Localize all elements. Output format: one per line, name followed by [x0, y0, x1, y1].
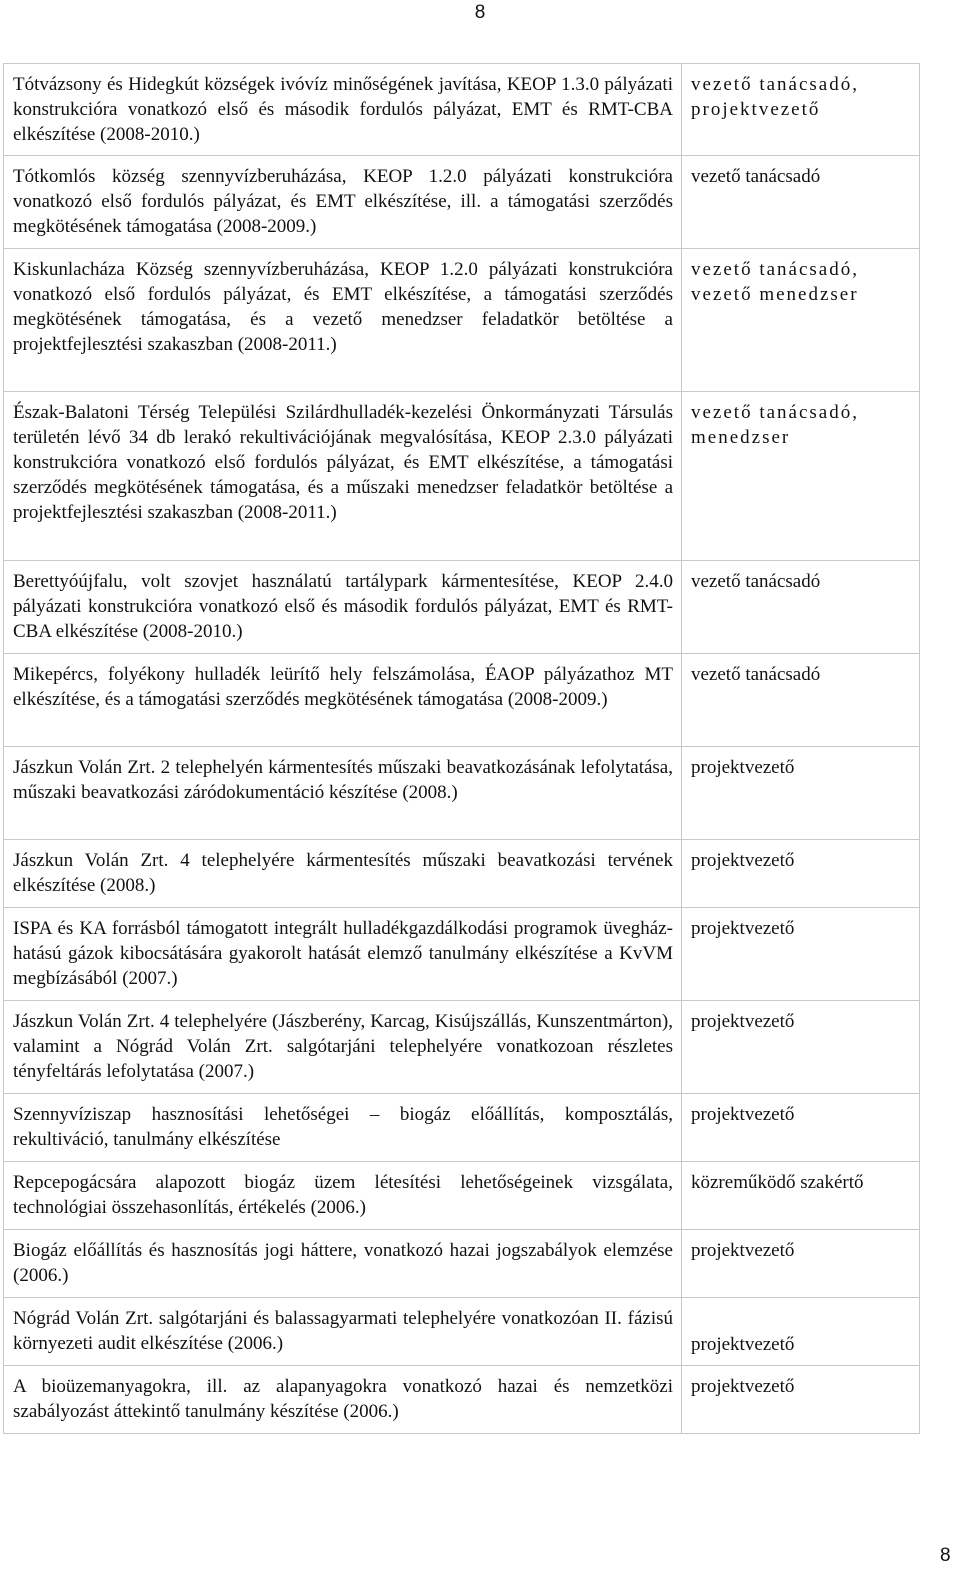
table-row: [4, 156, 920, 249]
project-description: ISPA és KA forrásból támogatott integrált hulladékgazdálkodási programok üvegház-hatású gázok kibocsátására gyakorolt hatását elemző tanulmány elkészítése a KvVM megbízásából (2007.): [4, 908, 682, 1001]
project-role: projektvezető: [682, 747, 920, 840]
table-row: [4, 64, 920, 156]
project-description: Észak-Balatoni Térség Települési Szilárdhulladék-kezelési Önkormányzati Társulás területén lévő 34 db lerakó rekultivációjának megvalósítása, KEOP 2.3.0 pályázati konstrukcióra vonatkozó első fordulós pályázat, és EMT elkészítése, a támogatási szerződés megkötésének támogatása, és a műszaki menedzser feladatkör betöltése a projektfejlesztési szakaszban (2008-2011.): [4, 392, 682, 561]
page-number-top: 8: [474, 2, 486, 23]
table-row: [4, 654, 920, 747]
table-row: [4, 1094, 920, 1162]
project-role: vezető tanácsadó: [682, 561, 920, 654]
project-description: Jászkun Volán Zrt. 4 telephelyére (Jászberény, Karcag, Kisújszállás, Kunszentmárton), valamint a Nógrád Volán Zrt. salgótarjáni telephelyére vonatkozoan részletes tényfeltárás lefolytatása (2007.): [4, 1001, 682, 1094]
table-row: [4, 1230, 920, 1298]
project-role: vezető tanácsadó: [682, 654, 920, 747]
project-role: vezető tanácsadó, vezető menedzser: [682, 249, 920, 392]
page-number-bottom: 8: [940, 1545, 951, 1566]
project-description: Berettyóújfalu, volt szovjet használatú tartálypark kármentesítése, KEOP 2.4.0 pályázati konstrukcióra vonatkozó első és második fordulós pályázat, EMT és RMT-CBA elkészítése (2008-2010.): [4, 561, 682, 654]
project-description: Szennyvíziszap hasznosítási lehetőségei – biogáz előállítás, komposztálás, rekultiváció, tanulmány elkészítése: [4, 1094, 682, 1162]
table-row: [4, 561, 920, 654]
project-description: Mikepércs, folyékony hulladék leürítő hely felszámolása, ÉAOP pályázathoz MT elkészítése, és a támogatási szerződés megkötésének támogatása (2008-2009.): [4, 654, 682, 747]
project-table: [3, 63, 920, 1434]
project-description: A bioüzemanyagokra, ill. az alapanyagokra vonatkozó hazai és nemzetközi szabályozást áttekintő tanulmány készítése (2006.): [4, 1366, 682, 1434]
project-role: projektvezető: [682, 1094, 920, 1162]
project-description: Repcepogácsára alapozott biogáz üzem létesítési lehetőségeinek vizsgálata, technológiai összehasonlítás, értékelés (2006.): [4, 1162, 682, 1230]
project-role: vezető tanácsadó, projektvezető: [682, 64, 920, 156]
project-role: projektvezető: [682, 1230, 920, 1298]
table-row: [4, 1162, 920, 1230]
table-row: [4, 1366, 920, 1434]
project-description: Tótvázsony és Hidegkút községek ivóvíz minőségének javítása, KEOP 1.3.0 pályázati konstrukcióra vonatkozó első és második fordulós pályázat, EMT és RMT-CBA elkészítése (2008-2010.): [4, 64, 682, 156]
table-row: [4, 840, 920, 908]
project-description: Jászkun Volán Zrt. 2 telephelyén kármentesítés műszaki beavatkozásának lefolytatása, műszaki beavatkozási záródokumentáció készítése (2008.): [4, 747, 682, 840]
table-row: [4, 747, 920, 840]
project-role: közreműködő szakértő: [682, 1162, 920, 1230]
table-row: [4, 1001, 920, 1094]
table-row: [4, 392, 920, 561]
project-role: projektvezető: [682, 1001, 920, 1094]
table-row: [4, 249, 920, 392]
project-description: Jászkun Volán Zrt. 4 telephelyére kármentesítés műszaki beavatkozási tervének elkészítése (2008.): [4, 840, 682, 908]
project-role: projektvezető: [682, 908, 920, 1001]
table-row: [4, 908, 920, 1001]
project-role: vezető tanácsadó, menedzser: [682, 392, 920, 561]
project-role: projektvezető: [682, 1366, 920, 1434]
project-description: Biogáz előállítás és hasznosítás jogi háttere, vonatkozó hazai jogszabályok elemzése (2006.): [4, 1230, 682, 1298]
project-description: Tótkomlós község szennyvízberuházása, KEOP 1.2.0 pályázati konstrukcióra vonatkozó első fordulós pályázat, és EMT elkészítése, ill. a támogatási szerződés megkötésének támogatása (2008-2009.): [4, 156, 682, 249]
project-role: projektvezető: [682, 1298, 920, 1366]
project-role: projektvezető: [682, 840, 920, 908]
project-role: vezető tanácsadó: [682, 156, 920, 249]
project-description: Nógrád Volán Zrt. salgótarjáni és balassagyarmati telephelyére vonatkozóan II. fázisú környezeti audit elkészítése (2006.): [4, 1298, 682, 1366]
project-description: Kiskunlacháza Község szennyvízberuházása, KEOP 1.2.0 pályázati konstrukcióra vonatkozó első fordulós pályázat, és EMT elkészítése, a támogatási szerződés megkötésének támogatása, és a vezető menedzser feladatkör betöltése a projektfejlesztési szakaszban (2008-2011.): [4, 249, 682, 392]
table-row: [4, 1298, 920, 1366]
